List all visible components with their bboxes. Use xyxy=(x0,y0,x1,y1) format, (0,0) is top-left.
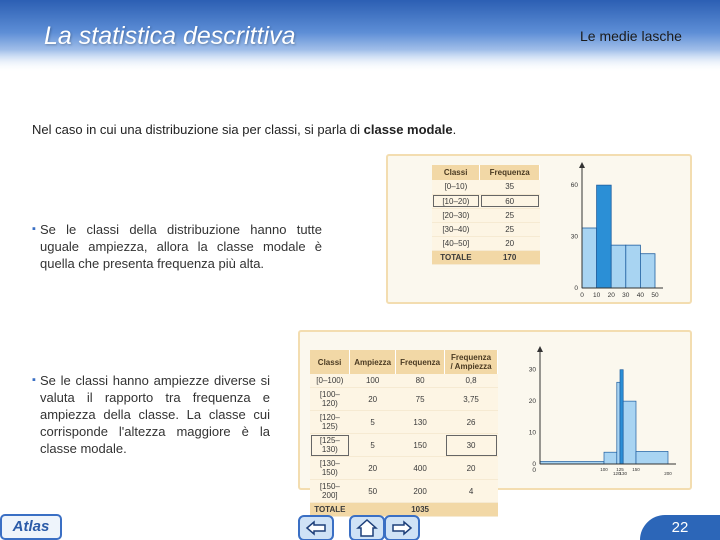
table-header: Frequenza xyxy=(480,165,540,180)
table-cell: 25 xyxy=(480,222,540,236)
x-tick-label: 20 xyxy=(607,292,615,299)
y-tick-label: 30 xyxy=(528,366,536,374)
x-tick-label: 10 xyxy=(592,292,601,299)
table-cell: 3,75 xyxy=(445,388,498,411)
histogram-bar xyxy=(620,370,623,464)
table-cell: 20 xyxy=(350,457,396,480)
x-tick-label: 50 xyxy=(651,292,659,299)
table-row xyxy=(310,374,498,388)
y-tick-label: 20 xyxy=(528,398,536,406)
table-cell: 0,8 xyxy=(445,374,498,388)
table-cell: 100 xyxy=(350,374,396,388)
atlas-logo: Atlas xyxy=(0,514,62,540)
histogram-bar xyxy=(604,452,617,464)
x-tick-label: 120 xyxy=(613,471,621,476)
y-axis-arrow xyxy=(537,346,543,352)
bullet-icon: ▪ xyxy=(32,223,36,235)
table-cell: 170 xyxy=(480,250,540,264)
table-cell: 35 xyxy=(480,180,540,194)
frequency-table-1 xyxy=(432,165,540,265)
intro-text xyxy=(32,122,456,137)
table-cell: 130 xyxy=(396,411,445,434)
table-row xyxy=(310,411,498,434)
table-row xyxy=(432,236,540,250)
bullet-text: Se le classi hanno ampiezze diverse si valuta il rapporto tra frequenza e ampiezza della classe. La classe cui corrisponde l'altezza maggiore è la classe modale. xyxy=(40,373,270,456)
histogram-bar xyxy=(617,382,620,464)
page-number: 22 xyxy=(640,515,720,540)
table-cell: [20–30) xyxy=(432,208,480,222)
table-cell: 75 xyxy=(396,388,445,411)
table-row xyxy=(432,208,540,222)
table-cell: 150 xyxy=(396,434,445,457)
arrow-left-icon xyxy=(305,521,327,535)
section-subtitle: Le medie lasche xyxy=(580,28,682,44)
table-row xyxy=(310,457,498,480)
table-cell xyxy=(445,503,498,517)
table-cell: 1035 xyxy=(396,503,445,517)
table-cell: 80 xyxy=(396,374,445,388)
home-button[interactable] xyxy=(349,515,385,540)
histogram-unequal-classes xyxy=(520,344,680,484)
x-tick-label: 30 xyxy=(622,292,630,299)
table-row xyxy=(310,388,498,411)
figure-equal-classes xyxy=(386,154,692,304)
table-cell: 200 xyxy=(396,480,445,503)
table-row xyxy=(432,180,540,194)
bullet-icon: ▪ xyxy=(32,374,36,386)
y-tick-label: 0 xyxy=(532,467,536,474)
figure-unequal-classes xyxy=(298,330,692,514)
intro-bold-term: classe modale xyxy=(363,122,453,137)
table-row xyxy=(310,480,498,503)
table-cell: 25 xyxy=(480,208,540,222)
histogram-bar xyxy=(597,185,612,288)
table-cell: [40–50] xyxy=(432,236,480,250)
table-cell: [120–125) xyxy=(310,411,350,434)
table-cell: 400 xyxy=(396,457,445,480)
table-cell: 60 xyxy=(480,194,540,208)
table-header: Classi xyxy=(310,350,350,374)
table-cell: [0–100) xyxy=(310,374,350,388)
table-cell: 4 xyxy=(445,480,498,503)
y-tick-label: 10 xyxy=(528,429,536,437)
x-tick-label: 100 xyxy=(600,467,608,472)
histogram-bar xyxy=(582,228,597,288)
histogram-bar xyxy=(626,245,641,288)
table-cell: TOTALE xyxy=(310,503,350,517)
y-tick-label: 0 xyxy=(574,285,578,292)
table-cell: 20 xyxy=(445,457,498,480)
bullet-different-width xyxy=(32,372,270,457)
table-header: Classi xyxy=(432,165,480,180)
y-tick-label: 30 xyxy=(570,233,578,241)
x-tick-label: 200 xyxy=(664,471,672,476)
table-cell: 26 xyxy=(445,411,498,434)
table-cell: 20 xyxy=(480,236,540,250)
histogram-bar xyxy=(623,401,636,464)
table-header: Frequenza xyxy=(396,350,445,374)
table-cell: 5 xyxy=(350,434,396,457)
histogram-bar xyxy=(611,245,626,288)
intro-end: . xyxy=(452,122,457,137)
table-row xyxy=(310,434,498,457)
x-tick-label: 150 xyxy=(632,467,640,472)
table-row xyxy=(432,194,540,208)
arrow-right-icon xyxy=(391,521,413,535)
histogram-equal-classes xyxy=(560,160,680,300)
table-header: Frequenza / Ampiezza xyxy=(445,350,498,374)
bullet-text: Se le classi della distribuzione hanno tutte uguale ampiezza, allora la classe modale è quella che presenta frequenza più alta. xyxy=(40,222,322,271)
table-cell: [100–120) xyxy=(310,388,350,411)
table-total-row xyxy=(432,250,540,264)
previous-button[interactable] xyxy=(298,515,334,540)
table-cell: [0–10) xyxy=(432,180,480,194)
table-cell: [30–40) xyxy=(432,222,480,236)
intro-text-body: Nel caso in cui una distribuzione sia per classi, si parla di xyxy=(32,122,364,137)
table-cell: TOTALE xyxy=(432,250,480,264)
bullet-equal-width xyxy=(32,221,322,272)
table-row xyxy=(432,222,540,236)
x-tick-label: 0 xyxy=(580,292,584,299)
y-axis-arrow xyxy=(579,162,585,168)
x-tick-label: 40 xyxy=(636,292,645,299)
y-tick-label: 0 xyxy=(532,461,536,468)
histogram-bar xyxy=(636,451,668,464)
table-cell: 5 xyxy=(350,411,396,434)
table-cell: 50 xyxy=(350,480,396,503)
frequency-table-2 xyxy=(310,350,498,517)
table-cell: 20 xyxy=(350,388,396,411)
histogram-bar xyxy=(640,254,655,288)
table-cell: [125–130) xyxy=(310,434,350,457)
x-tick-label: 130 xyxy=(619,471,627,476)
table-cell: [10–20) xyxy=(432,194,480,208)
home-icon xyxy=(356,519,378,537)
page-title: La statistica descrittiva xyxy=(44,22,296,50)
next-button[interactable] xyxy=(384,515,420,540)
table-cell: [150–200] xyxy=(310,480,350,503)
x-tick-label: 125 xyxy=(616,467,624,472)
y-tick-label: 60 xyxy=(570,182,578,190)
table-cell: 30 xyxy=(445,434,498,457)
table-cell: [130–150) xyxy=(310,457,350,480)
table-header: Ampiezza xyxy=(350,350,396,374)
